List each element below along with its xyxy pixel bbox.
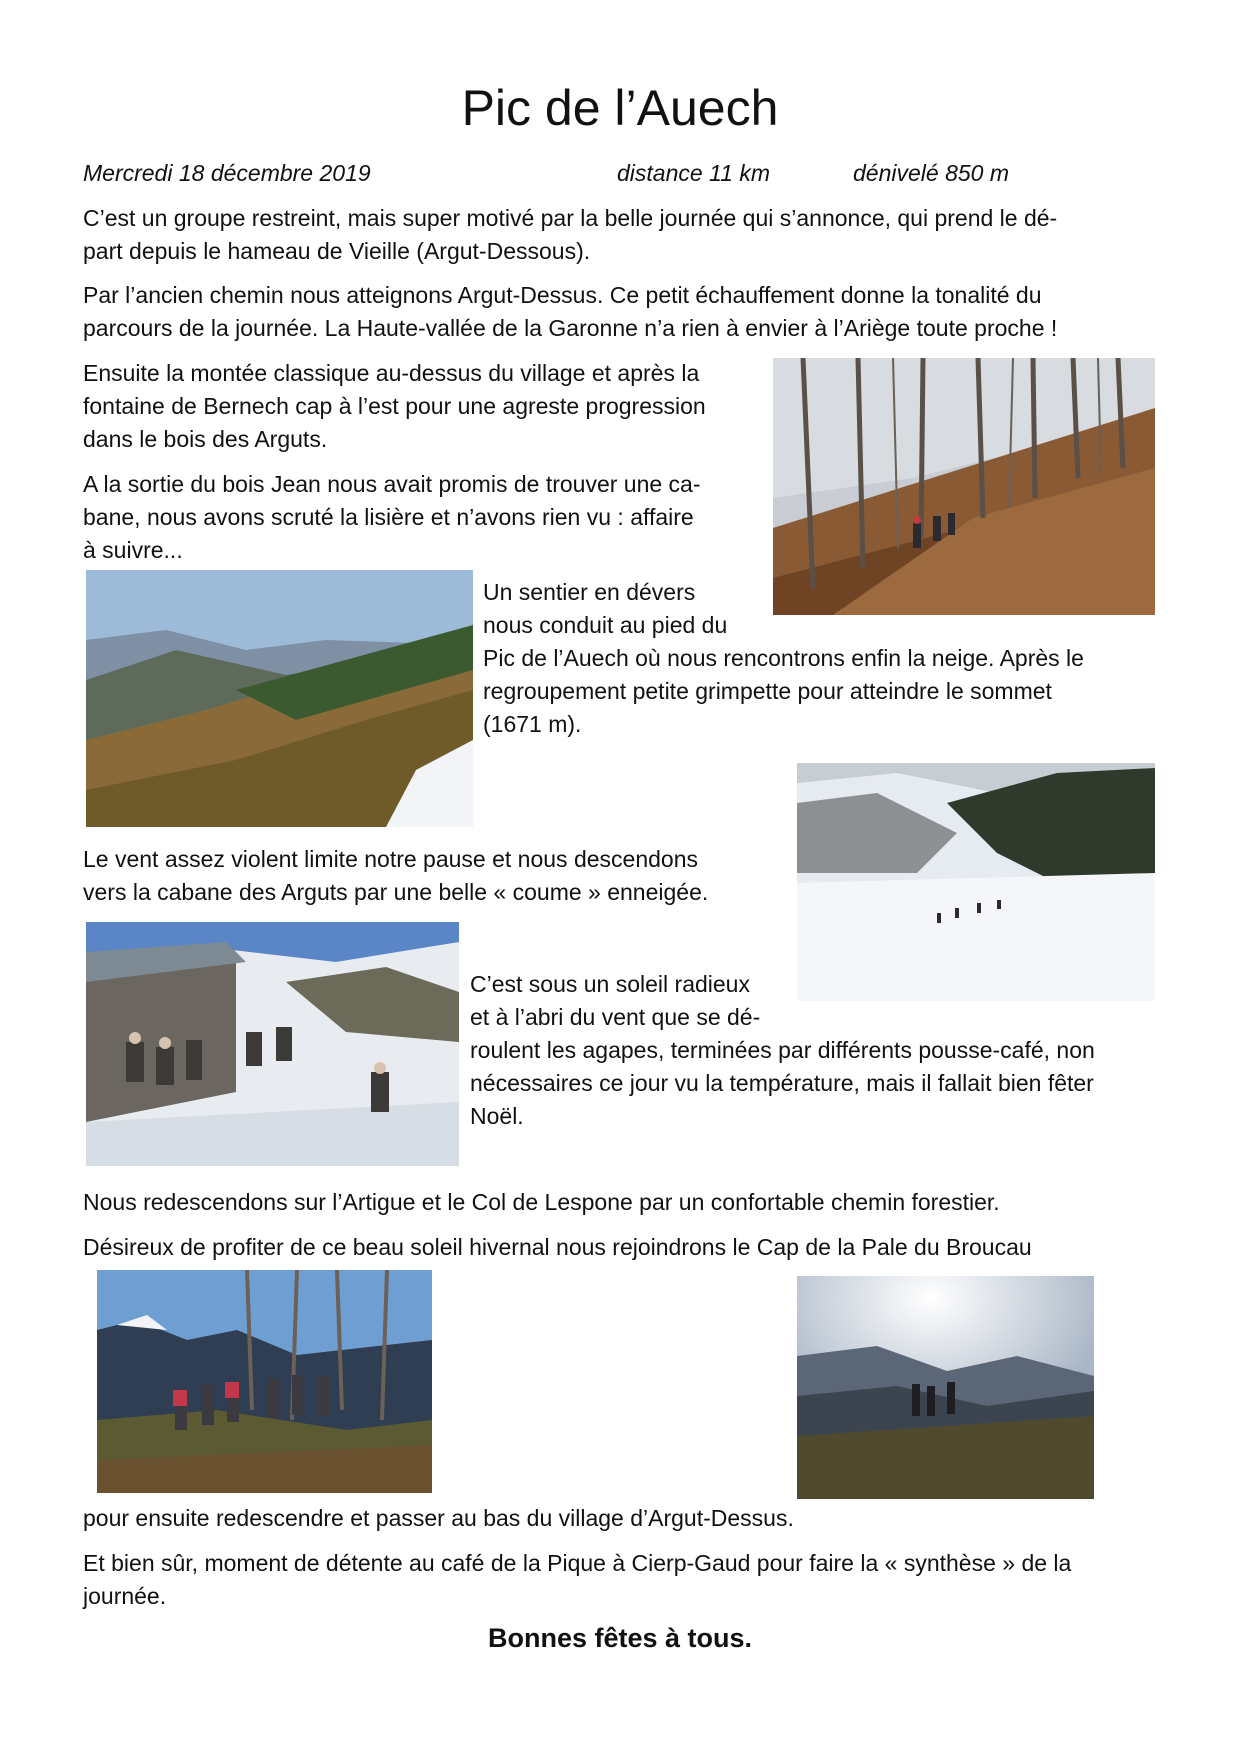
paragraph-line: Par l’ancien chemin nous atteignons Argut-Dessus. Ce petit échauffement donne la tonalité du bbox=[83, 282, 1042, 308]
forest-hike-photo bbox=[773, 358, 1155, 615]
paragraph-line: Ensuite la montée classique au-dessus du village et après la bbox=[83, 360, 700, 386]
paragraph-line: C’est un groupe restreint, mais super motivé par la belle journée qui s’annonce, qui prend le dé- bbox=[83, 205, 1058, 231]
paragraph-line: vers la cabane des Arguts par une belle « coume » enneigée. bbox=[83, 879, 709, 905]
paragraph-line: C’est sous un soleil radieux bbox=[470, 971, 750, 997]
paragraph-line: Désireux de profiter de ce beau soleil hivernal nous rejoindrons le Cap de la Pale du Broucau bbox=[83, 1234, 1032, 1260]
paragraph-line: Le vent assez violent limite notre pause et nous descendons bbox=[83, 846, 698, 872]
group-ridge-photo bbox=[97, 1270, 432, 1493]
hike-distance: distance 11 km bbox=[617, 160, 770, 186]
paragraph-line: part depuis le hameau de Vieille (Argut-Dessous). bbox=[83, 238, 591, 264]
paragraph-line: regroupement petite grimpette pour atteindre le sommet bbox=[483, 678, 1052, 704]
paragraph-line: roulent les agapes, terminées par différents pousse-café, non bbox=[470, 1037, 1095, 1063]
paragraph-line: bane, nous avons scruté la lisière et n’avons rien vu : affaire bbox=[83, 504, 694, 530]
paragraph-line: (1671 m). bbox=[483, 711, 582, 737]
cabin-lunch-photo bbox=[86, 922, 459, 1166]
paragraph-line: Nous redescendons sur l’Artigue et le Col de Lespone par un confortable chemin forestier. bbox=[83, 1189, 1000, 1215]
hike-elevation: dénivelé 850 m bbox=[853, 160, 1009, 186]
paragraph-line: Pic de l’Auech où nous rencontrons enfin la neige. Après le bbox=[483, 645, 1084, 671]
paragraph-line: fontaine de Bernech cap à l’est pour une agreste progression bbox=[83, 393, 706, 419]
paragraph-line: à suivre... bbox=[83, 537, 183, 563]
valley-panorama-photo bbox=[86, 570, 473, 827]
paragraph-line: nécessaires ce jour vu la température, mais il fallait bien fêter bbox=[470, 1070, 1094, 1096]
closing-greeting: Bonnes fêtes à tous. bbox=[487, 1623, 753, 1653]
paragraph-line: parcours de la journée. La Haute-vallée de la Garonne n’a rien à envier à l’Ariège toute proche ! bbox=[83, 315, 1058, 341]
paragraph-line: Et bien sûr, moment de détente au café de la Pique à Cierp-Gaud pour faire la « synthèse » de la bbox=[83, 1550, 1072, 1576]
page-title: Pic de l’Auech bbox=[461, 80, 779, 136]
paragraph-line: journée. bbox=[83, 1583, 167, 1609]
hike-date: Mercredi 18 décembre 2019 bbox=[83, 160, 371, 186]
paragraph-line: Noël. bbox=[470, 1103, 524, 1129]
paragraph-line: dans le bois des Arguts. bbox=[83, 426, 328, 452]
backlit-hikers-photo bbox=[797, 1276, 1094, 1499]
paragraph-line: et à l’abri du vent que se dé- bbox=[470, 1004, 761, 1030]
paragraph-line: nous conduit au pied du bbox=[483, 612, 728, 638]
snowy-descent-photo bbox=[797, 763, 1155, 1001]
paragraph-line: pour ensuite redescendre et passer au bas du village d’Argut-Dessus. bbox=[83, 1505, 794, 1531]
paragraph-line: A la sortie du bois Jean nous avait promis de trouver une ca- bbox=[83, 471, 701, 497]
paragraph-line: Un sentier en dévers bbox=[483, 579, 696, 605]
